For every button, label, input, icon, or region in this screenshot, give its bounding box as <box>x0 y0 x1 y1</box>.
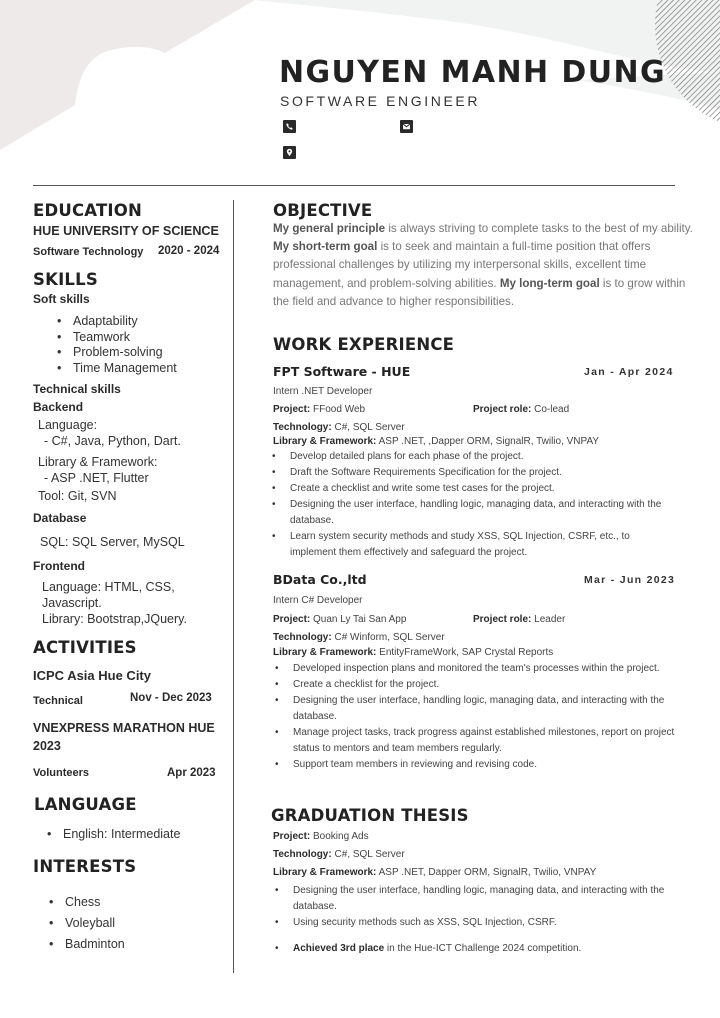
objective-text: My general principle is always striving to complete tasks to the best of my ability. My short-term goal is to seek and maintain a full-time position that offers professional challenges by utilizing my interpersonal skills, excellent time management, and problem-solving abilities. My long-term goal is to grow within the field and advance to higher responsibilities. <box>273 222 693 308</box>
achievement-bullet: • Achieved 3rd place in the Hue-ICT Challenge 2024 competition. <box>273 941 678 957</box>
frontend-language-2: Javascript. <box>42 596 102 610</box>
language-heading: LANGUAGE <box>34 795 137 814</box>
job-bullet: • Support team members in reviewing and revising code. <box>273 757 678 773</box>
interest-item: • Voleyball <box>49 913 125 934</box>
job-bullet: • Create a checklist and write some test cases for the project. <box>270 481 675 497</box>
soft-skill-item: • Problem-solving <box>57 345 177 361</box>
backend-framework: - ASP .NET, Flutter <box>44 471 149 485</box>
thesis-bullets <box>273 883 678 931</box>
thesis-heading: GRADUATION THESIS <box>271 806 469 825</box>
job-library: Library & Framework: ASP .NET, ,Dapper ORM, SignalR, Twilio, VNPAY <box>273 436 600 447</box>
technical-skills-heading: Technical skills <box>33 382 121 396</box>
job-bullet: • Designing the user interface, handling logic, managing data, and interacting with the database. <box>270 497 675 529</box>
skills-heading: SKILLS <box>33 270 98 289</box>
job-bullet: • Designing the user interface, handling logic, managing data, and interacting with the database. <box>273 693 678 725</box>
soft-skill-item: • Time Management <box>57 361 177 377</box>
backend-language-label: Language: <box>38 418 98 432</box>
activity-name-year: 2023 <box>33 739 61 753</box>
work-experience-heading: WORK EXPERIENCE <box>273 335 455 354</box>
interest-item: • Chess <box>49 892 125 913</box>
job-date: Mar - Jun 2023 <box>584 574 676 586</box>
objective-bold: My general principle <box>273 222 386 235</box>
education-major: Software Technology <box>33 246 144 258</box>
job-position: Intern .NET Developer <box>273 386 373 397</box>
job-bullet: • Manage project tasks, track progress against established milestones, report on project status to mentors and team members regularly. <box>273 725 678 757</box>
activity-role: Technical <box>33 695 83 707</box>
job-title: SOFTWARE ENGINEER <box>280 93 481 109</box>
backend-heading: Backend <box>33 400 84 414</box>
thesis-project: Project: Booking Ads <box>273 831 369 842</box>
job-technology: Technology: C#, SQL Server <box>273 422 405 433</box>
tool-skills: Tool: Git, SVN <box>38 489 117 503</box>
job-bullet: • Learn system security methods and study XSS, SQL Injection, CSRF, etc., to implement them effectively and safeguard the project. <box>270 529 675 561</box>
activity-name: ICPC Asia Hue City <box>33 668 151 683</box>
job-bullet: • Create a checklist for the project. <box>273 677 678 693</box>
email-icon <box>400 120 413 133</box>
education-years: 2020 - 2024 <box>158 245 220 257</box>
job-library: Library & Framework: EntityFrameWork, SAP Crystal Reports <box>273 647 554 658</box>
job-project: Project: FFood Web <box>273 404 366 415</box>
column-divider <box>233 200 234 973</box>
soft-skill-item: • Adaptability <box>57 314 177 330</box>
activity-date: Nov - Dec 2023 <box>130 692 212 704</box>
thesis-technology: Technology: C#, SQL Server <box>273 849 405 860</box>
job-role: Project role: Co-lead <box>473 404 570 415</box>
soft-skill-item: • Teamwork <box>57 330 177 346</box>
database-heading: Database <box>33 511 87 525</box>
frontend-heading: Frontend <box>33 559 85 573</box>
phone-icon <box>283 120 296 133</box>
thesis-bullet: • Designing the user interface, handling logic, managing data, and interacting with the database. <box>273 883 678 915</box>
soft-skills-list <box>57 314 177 377</box>
thesis-bullet: • Using security methods such as XSS, SQL Injection, CSRF. <box>273 915 678 931</box>
job-company: BData Co.,ltd <box>273 572 367 587</box>
soft-skills-heading: Soft skills <box>33 292 90 306</box>
objective-heading: OBJECTIVE <box>273 201 373 220</box>
backend-framework-label: Library & Framework: <box>38 455 158 469</box>
header-divider <box>33 185 675 186</box>
job-position: Intern C# Developer <box>273 595 363 606</box>
interest-item: • Badminton <box>49 934 125 955</box>
objective-bold: My long-term goal <box>499 276 600 290</box>
database-skills: SQL: SQL Server, MySQL <box>40 535 185 549</box>
activity-name: VNEXPRESS MARATHON HUE <box>33 721 215 735</box>
job-bullet: • Draft the Software Requirements Specification for the project. <box>270 465 675 481</box>
language-item: • English: Intermediate <box>47 827 720 841</box>
interests-heading: INTERESTS <box>33 857 137 876</box>
thesis-library: Library & Framework: ASP .NET, Dapper ORM, SignalR, Twilio, VNPAY <box>273 867 597 878</box>
thesis-achievement <box>273 941 678 957</box>
activity-role: Volunteers <box>33 767 90 779</box>
job-company: FPT Software - HUE <box>273 364 411 379</box>
job-bullets <box>270 449 675 561</box>
education-school: HUE UNIVERSITY OF SCIENCE <box>33 224 219 238</box>
job-technology: Technology: C# Winform, SQL Server <box>273 632 445 643</box>
objective-bold: My short-term goal <box>273 240 378 254</box>
backend-language: - C#, Java, Python, Dart. <box>44 434 181 448</box>
interests-list <box>49 892 125 955</box>
candidate-name: NGUYEN MANH DUNG <box>279 55 666 90</box>
job-bullet: • Develop detailed plans for each phase of the project. <box>270 449 675 465</box>
frontend-language-1: Language: HTML, CSS, <box>42 580 175 594</box>
activity-date: Apr 2023 <box>167 767 216 779</box>
job-date: Jan - Apr 2024 <box>584 366 674 378</box>
frontend-library: Library: Bootstrap,JQuery. <box>42 612 187 626</box>
job-role: Project role: Leader <box>473 614 566 625</box>
location-icon <box>283 146 296 159</box>
education-heading: EDUCATION <box>33 201 142 220</box>
activities-heading: ACTIVITIES <box>33 638 137 657</box>
job-bullet: • Developed inspection plans and monitored the team's processes within the project. <box>273 661 678 677</box>
job-project: Project: Quan Ly Tai San App <box>273 614 407 625</box>
job-bullets <box>273 661 678 773</box>
